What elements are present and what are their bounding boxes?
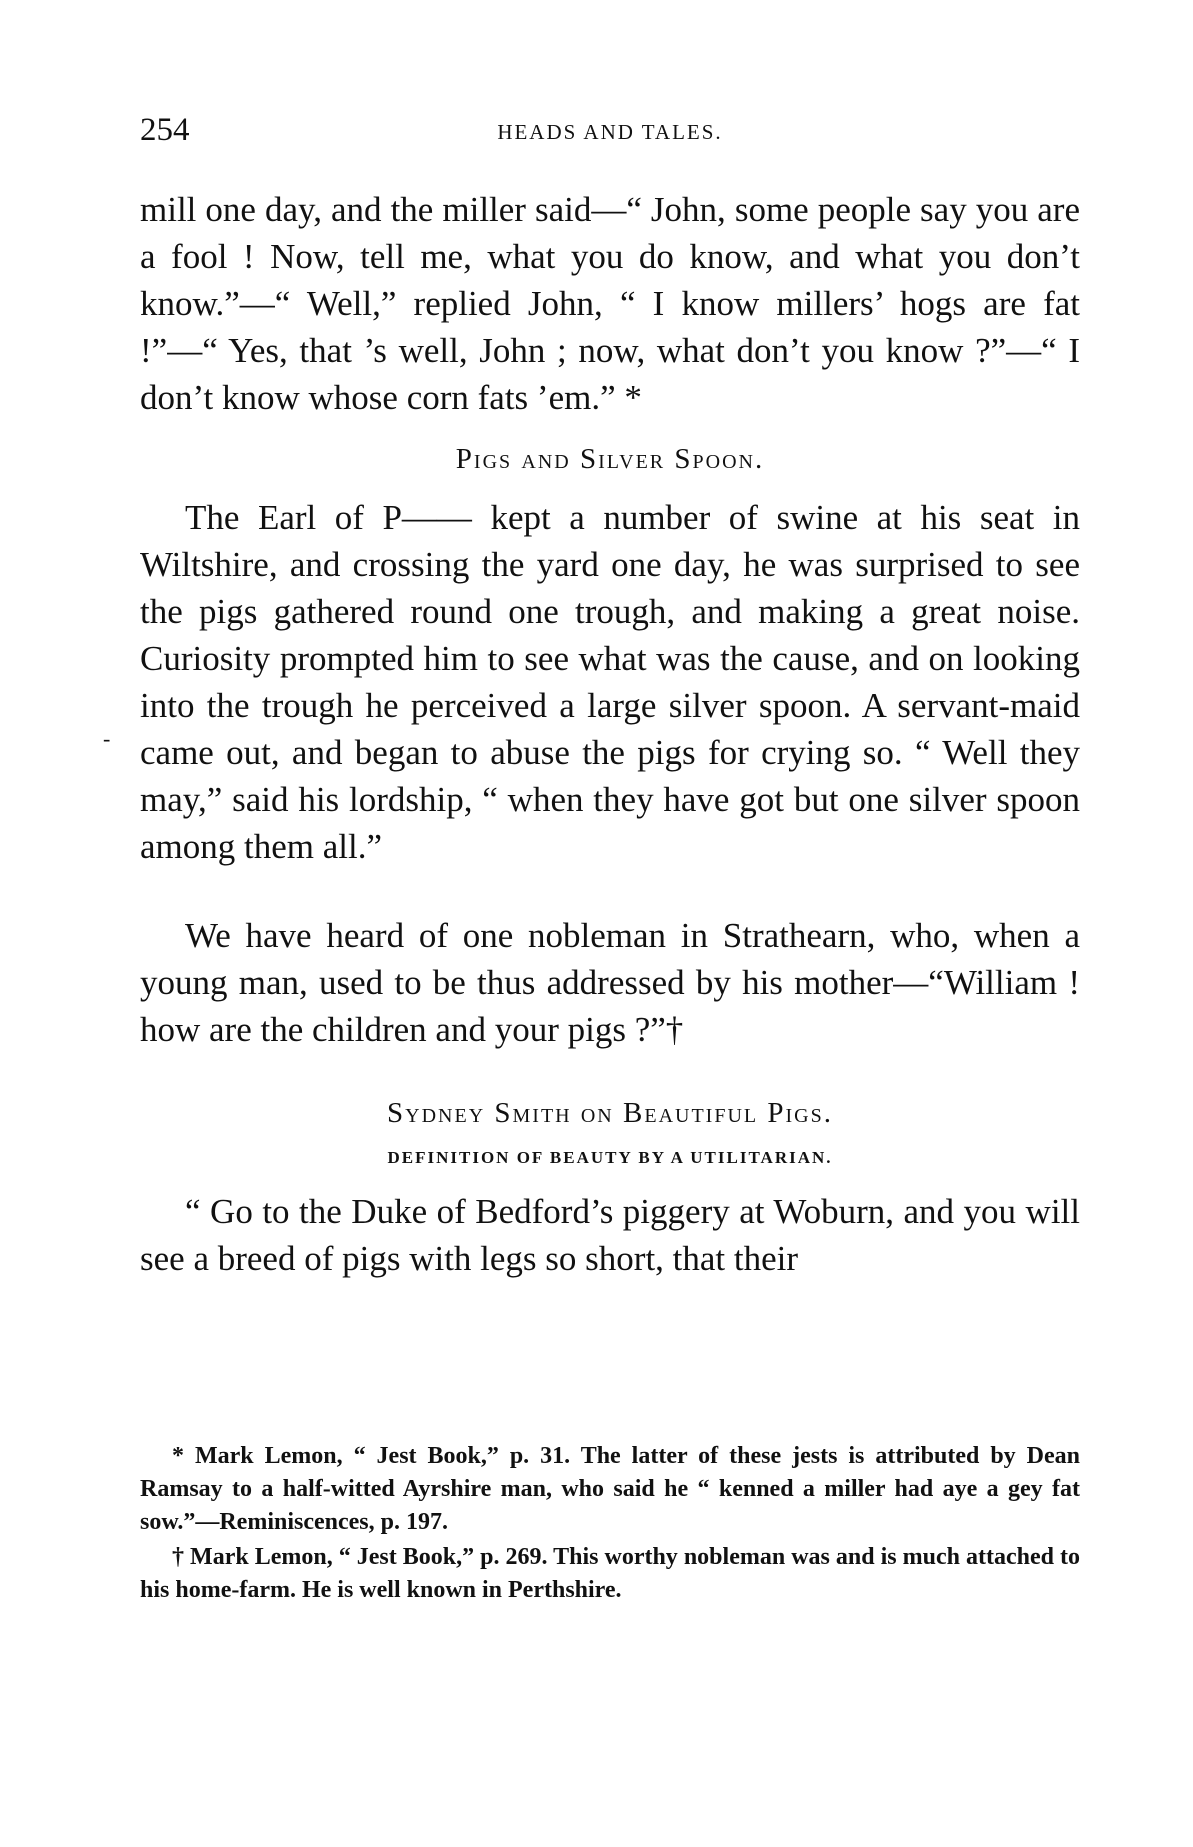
footnotes: [140, 1440, 1080, 1607]
section-heading-sydney-smith: Sydney Smith on Beautiful Pigs.: [387, 1097, 833, 1129]
section-heading-pigs-silver-spoon: Pigs and Silver Spoon.: [455, 443, 765, 475]
sub-heading-definition-of-beauty: DEFINITION OF BEAUTY BY A UTILITARIAN.: [387, 1148, 833, 1167]
running-head: HEADS AND TALES.: [497, 120, 723, 144]
paragraph-bedford-piggery: “ Go to the Duke of Bedford’s piggery at Woburn, and you will see a breed of pigs with legs so short, that their: [140, 1192, 1080, 1278]
paragraph-miller-jest: mill one day, and the miller said—“ John, some people say you are a fool ! Now, tell me, what you do know, and what you don’t know.”—“ Well,” replied John, “ I know millers’ hogs are fat !”—“ Yes, that ’s well, John ; now, what don’t you know ?”—“ I don’t know whose corn fats ’em.” *: [140, 190, 1080, 417]
page-header: [140, 112, 1080, 152]
page-body: [140, 186, 1080, 1282]
footnote-2: † Mark Lemon, “ Jest Book,” p. 269. This worthy nobleman was and is much attached to his home-farm. He is well known in Perthshire.: [140, 1544, 1080, 1603]
paragraph-earl-silver-spoon: The Earl of P—— kept a number of swine at his seat in Wiltshire, and crossing the yard one day, he was surprised to see the pigs gathered round one trough, and making a great noise. Curiosity prompted him to see what was the cause, and on looking into the trough he perceived a large silver spoon. A servant-maid came out, and began to abuse the pigs for crying so. “ Well they may,” said his lordship, “ when they have got but one silver spoon among them all.”: [140, 498, 1080, 866]
paragraph-strathearn-nobleman: We have heard of one nobleman in Strathearn, who, when a young man, used to be thus addressed by his mother—“William ! how are the children and your pigs ?”†: [140, 916, 1080, 1049]
margin-dash-mark: -: [103, 726, 111, 751]
page-number: 254: [140, 112, 190, 148]
footnote-1: * Mark Lemon, “ Jest Book,” p. 31. The latter of these jests is attributed by Dean Ramsay to a half-witted Ayrshire man, who said he “ kenned a miller had aye a gey fat sow.”—Reminiscences, p. 197.: [140, 1443, 1080, 1535]
